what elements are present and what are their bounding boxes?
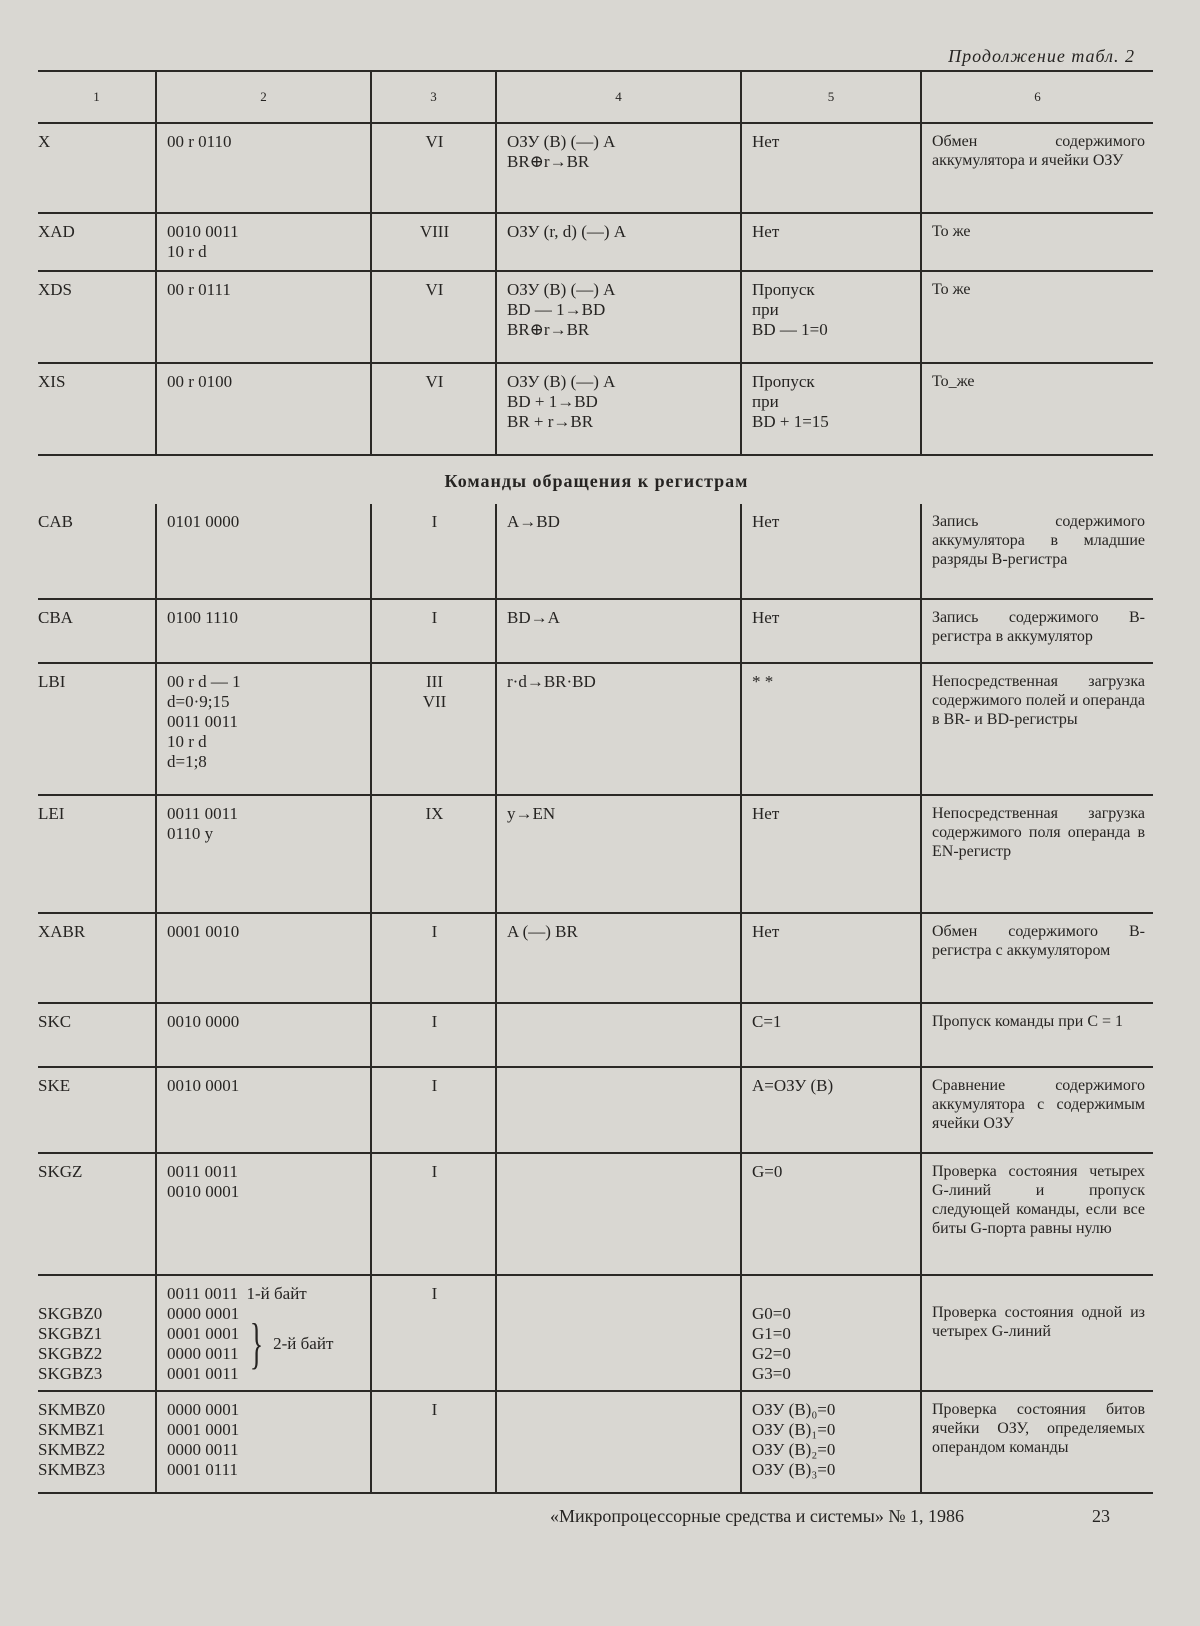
- instruction-code: [156, 1153, 371, 1275]
- mnemonic: SKMBZ1: [38, 1420, 106, 1439]
- instruction-skip-condition-line: Нет: [752, 512, 780, 531]
- instruction-mnemonic: LEI: [38, 795, 156, 913]
- instruction-operation: [496, 271, 741, 363]
- instruction-skip-condition-line: Нет: [752, 132, 780, 151]
- instruction-code: 0001 0111: [167, 1460, 238, 1479]
- instruction-codes: [156, 1391, 371, 1493]
- table-row: [38, 795, 1153, 913]
- instruction-operation: [496, 1391, 741, 1493]
- instruction-code-line: 0010 0001: [167, 1182, 240, 1201]
- instruction-type-line: IX: [425, 804, 444, 823]
- table-row: [38, 213, 1153, 271]
- instruction-operation-line: y→EN: [507, 804, 556, 823]
- instruction-code-line: 0110 y: [167, 824, 214, 843]
- instruction-code-line: 00 r 0111: [167, 280, 231, 299]
- skip-condition: G3=0: [752, 1364, 791, 1383]
- instruction-code-line: 10 r d: [167, 242, 207, 261]
- instruction-operation: [496, 363, 741, 455]
- instruction-operation: [496, 504, 741, 599]
- instruction-type: [371, 663, 496, 795]
- instruction-type-line: I: [431, 512, 438, 531]
- instruction-code: [156, 271, 371, 363]
- instruction-skip-condition: [741, 1391, 921, 1493]
- first-byte-label: 1-й байт: [246, 1284, 307, 1303]
- instruction-operation: [496, 1275, 741, 1391]
- instruction-code-line: 0010 0000: [167, 1012, 240, 1031]
- instruction-code: [156, 213, 371, 271]
- instruction-code: 0000 0011: [167, 1440, 239, 1459]
- instruction-type-line: I: [431, 1162, 438, 1181]
- instruction-operation-line: BR + r→BR: [507, 412, 594, 431]
- skip-condition: G1=0: [752, 1324, 791, 1343]
- second-byte-code: 0000 0011: [167, 1344, 239, 1363]
- second-byte-label: 2-й байт: [273, 1334, 334, 1353]
- instruction-description: Проверка состояния четырех G-линий и пропуск следующей команды, если все биты G-порта равны нулю: [921, 1153, 1153, 1275]
- table-row: [38, 504, 1153, 599]
- column-header: 3: [371, 71, 496, 123]
- instruction-mnemonic: XIS: [38, 363, 156, 455]
- instruction-type: [371, 213, 496, 271]
- instruction-code-line: 0011 0011: [167, 712, 238, 731]
- table-row-skmbz: [38, 1391, 1153, 1493]
- instruction-description: Обмен содержимого аккумулятора и ячейки ОЗУ: [921, 123, 1153, 213]
- instruction-operation-line: ОЗУ (В) (—) А: [507, 280, 616, 299]
- skip-condition: ОЗУ (В)₁=0: [752, 1420, 836, 1439]
- instruction-description: Запись содержимого В-регистра в аккумулятор: [921, 599, 1153, 663]
- instruction-description: Проверка состояния битов ячейки ОЗУ, определяемых операндом команды: [921, 1391, 1153, 1493]
- instruction-table: [38, 70, 1153, 1494]
- instruction-skip-condition-line: BD + 1=15: [752, 412, 829, 431]
- instruction-code: [156, 1003, 371, 1067]
- instruction-operation-line: BR⊕r→BR: [507, 152, 590, 171]
- instruction-code-line: 0010 0011: [167, 222, 239, 241]
- instruction-skip-condition-line: Пропуск: [752, 280, 815, 299]
- instruction-skip-condition: [741, 271, 921, 363]
- first-byte-code: 0011 0011: [167, 1284, 238, 1303]
- instruction-description: Сравнение содержимого аккумулятора с содержимым ячейки ОЗУ: [921, 1067, 1153, 1153]
- instruction-type: [371, 795, 496, 913]
- instruction-code-line: 0100 1110: [167, 608, 238, 627]
- instruction-operation-line: ОЗУ (В) (—) А: [507, 132, 616, 151]
- instruction-skip-condition-line: Пропуск: [752, 372, 815, 391]
- mnemonic: SKMBZ2: [38, 1440, 106, 1459]
- instruction-code-line: 00 r 0110: [167, 132, 232, 151]
- instruction-type: [371, 363, 496, 455]
- table-row: [38, 1153, 1153, 1275]
- instruction-type: [371, 1153, 496, 1275]
- instruction-description: Обмен содержимого В-регистра с аккумулятором: [921, 913, 1153, 1003]
- mnemonic: SKMBZ0: [38, 1400, 106, 1419]
- page-footer: [550, 1506, 1110, 1527]
- instruction-description: Пропуск команды при C = 1: [921, 1003, 1153, 1067]
- instruction-skip-condition-line: A=ОЗУ (В): [752, 1076, 834, 1095]
- instruction-type-line: VIII: [419, 222, 450, 241]
- instruction-skip-condition-line: Нет: [752, 222, 780, 241]
- instruction-operation: [496, 1153, 741, 1275]
- column-header: 4: [496, 71, 741, 123]
- instruction-type-line: VI: [425, 132, 444, 151]
- group1-rows: [38, 123, 1153, 455]
- instruction-code-line: 00 r d — 1: [167, 672, 241, 691]
- instruction-code-line: 0010 0001: [167, 1076, 240, 1095]
- instruction-type: [371, 599, 496, 663]
- instruction-mnemonics: [38, 1275, 156, 1391]
- instruction-code: [156, 363, 371, 455]
- instruction-type: I: [371, 1275, 496, 1391]
- instruction-type-line: VII: [422, 692, 447, 711]
- instruction-code: [156, 1067, 371, 1153]
- instruction-operation-line: BD→A: [507, 608, 560, 627]
- instruction-code-line: 0101 0000: [167, 512, 240, 531]
- table-row: [38, 663, 1153, 795]
- instruction-code: [156, 504, 371, 599]
- instruction-operation-line: BD + 1→BD: [507, 392, 598, 411]
- second-byte-code: 0001 0011: [167, 1364, 239, 1383]
- instruction-skip-condition: [741, 123, 921, 213]
- instruction-operation-line: ОЗУ (r, d) (—) А: [507, 222, 627, 241]
- instruction-code: [156, 663, 371, 795]
- instruction-operation-line: ОЗУ (В) (—) А: [507, 372, 616, 391]
- instruction-code: [156, 795, 371, 913]
- instruction-operation-line: r·d→BR·BD: [507, 672, 596, 691]
- instruction-description: Запись содержимого аккумулятора в младшие разряды В-регистра: [921, 504, 1153, 599]
- instruction-code: [156, 123, 371, 213]
- table-row: [38, 599, 1153, 663]
- instruction-type-line: I: [431, 608, 438, 627]
- instruction-code-line: d=1;8: [167, 752, 207, 771]
- instruction-operation: [496, 599, 741, 663]
- instruction-mnemonic: XABR: [38, 913, 156, 1003]
- table-row: [38, 271, 1153, 363]
- table-header-row: [38, 71, 1153, 123]
- column-header: 6: [921, 71, 1153, 123]
- instruction-mnemonic: SKGZ: [38, 1153, 156, 1275]
- table-row: [38, 1003, 1153, 1067]
- skip-condition: G2=0: [752, 1344, 791, 1363]
- instruction-mnemonic: LBI: [38, 663, 156, 795]
- instruction-code: 0000 0001: [167, 1400, 240, 1419]
- instruction-type: [371, 271, 496, 363]
- instruction-skip-condition: [741, 599, 921, 663]
- mnemonic: SKGBZ0: [38, 1304, 103, 1323]
- instruction-type: I: [371, 1391, 496, 1493]
- instruction-mnemonic: SKC: [38, 1003, 156, 1067]
- instruction-description: То_же: [921, 363, 1153, 455]
- instruction-skip-condition: [741, 1275, 921, 1391]
- instruction-operation: [496, 795, 741, 913]
- instruction-type-line: I: [431, 922, 438, 941]
- instruction-skip-condition: [741, 213, 921, 271]
- table-row: [38, 363, 1153, 455]
- instruction-code-line: 10 r d: [167, 732, 207, 751]
- table-row: [38, 913, 1153, 1003]
- instruction-type-line: III: [426, 672, 443, 691]
- journal-citation: «Микропроцессорные средства и системы» № 1, 1986: [550, 1506, 965, 1526]
- mnemonic: SKGBZ3: [38, 1364, 103, 1383]
- instruction-mnemonic: CBA: [38, 599, 156, 663]
- table-continuation-note: Продолжение табл. 2: [948, 46, 1135, 66]
- instruction-code-line: 0011 0011: [167, 804, 238, 823]
- instruction-skip-condition-line: Нет: [752, 922, 780, 941]
- instruction-skip-condition: [741, 363, 921, 455]
- skip-condition: ОЗУ (В)₀=0: [752, 1400, 836, 1419]
- column-header: 1: [38, 71, 156, 123]
- instruction-operation-line: A→BD: [507, 512, 560, 531]
- skip-condition: ОЗУ (В)₃=0: [752, 1460, 836, 1479]
- instruction-description: Непосредственная загрузка содержимого полей и операнда в BR- и BD-регистры: [921, 663, 1153, 795]
- instruction-skip-condition-line: при: [752, 392, 779, 411]
- mnemonic: SKGBZ2: [38, 1344, 103, 1363]
- instruction-mnemonic: XAD: [38, 213, 156, 271]
- column-header: 2: [156, 71, 371, 123]
- instruction-description: [921, 1275, 1153, 1391]
- instruction-type: [371, 123, 496, 213]
- instruction-skip-condition: [741, 1153, 921, 1275]
- instruction-description: То же: [921, 213, 1153, 271]
- instruction-type-line: VI: [425, 280, 444, 299]
- instruction-skip-condition-line: Нет: [752, 804, 780, 823]
- instruction-operation: [496, 213, 741, 271]
- instruction-type-line: I: [431, 1012, 438, 1031]
- instruction-code-line: 0001 0010: [167, 922, 240, 941]
- instruction-code-line: 0011 0011: [167, 1162, 238, 1181]
- instruction-code: [156, 599, 371, 663]
- brace-icon: }: [249, 1313, 264, 1375]
- instruction-code: 0001 0001: [167, 1420, 240, 1439]
- instruction-operation: [496, 663, 741, 795]
- description-text: Проверка состояния одной из четырех G-линий: [932, 1304, 1145, 1340]
- skip-condition: ОЗУ (В)₂=0: [752, 1440, 836, 1459]
- instruction-skip-condition-line: * *: [752, 672, 774, 691]
- instruction-description: То же: [921, 271, 1153, 363]
- instruction-mnemonic: SKE: [38, 1067, 156, 1153]
- instruction-code-line: 00 r 0100: [167, 372, 233, 391]
- instruction-code-line: d=0·9;15: [167, 692, 230, 711]
- table-row: [38, 123, 1153, 213]
- second-byte-code: 0001 0001: [167, 1324, 240, 1343]
- instruction-skip-condition: [741, 913, 921, 1003]
- instruction-skip-condition: [741, 1003, 921, 1067]
- instruction-code: [156, 913, 371, 1003]
- instruction-codes: [156, 1275, 371, 1391]
- mnemonic: SKGBZ1: [38, 1324, 103, 1343]
- instruction-skip-condition-line: BD — 1=0: [752, 320, 828, 339]
- instruction-operation: [496, 123, 741, 213]
- instruction-operation-line: BR⊕r→BR: [507, 320, 590, 339]
- instruction-skip-condition-line: C=1: [752, 1012, 782, 1031]
- mnemonic: SKMBZ3: [38, 1460, 106, 1479]
- instruction-type: [371, 1003, 496, 1067]
- instruction-skip-condition-line: Нет: [752, 608, 780, 627]
- instruction-skip-condition: [741, 504, 921, 599]
- instruction-type: [371, 913, 496, 1003]
- instruction-skip-condition: [741, 663, 921, 795]
- table-row-skgbz: [38, 1275, 1153, 1391]
- group2-rows: [38, 504, 1153, 1275]
- instruction-mnemonics: [38, 1391, 156, 1493]
- page-number: 23: [1092, 1506, 1110, 1526]
- instruction-operation-line: BD — 1→BD: [507, 300, 606, 319]
- instruction-type-line: I: [431, 1076, 438, 1095]
- instruction-mnemonic: X: [38, 123, 156, 213]
- column-header: 5: [741, 71, 921, 123]
- instruction-skip-condition: [741, 1067, 921, 1153]
- instruction-type-line: VI: [425, 372, 444, 391]
- instruction-skip-condition: [741, 795, 921, 913]
- instruction-operation: [496, 1003, 741, 1067]
- instruction-operation: [496, 913, 741, 1003]
- instruction-mnemonic: CAB: [38, 504, 156, 599]
- instruction-type: [371, 504, 496, 599]
- instruction-skip-condition-line: G=0: [752, 1162, 783, 1181]
- instruction-mnemonic: XDS: [38, 271, 156, 363]
- instruction-type: [371, 1067, 496, 1153]
- section-title: Команды обращения к регистрам: [444, 471, 749, 491]
- section-row: [38, 455, 1153, 504]
- table-row: [38, 1067, 1153, 1153]
- instruction-skip-condition-line: при: [752, 300, 779, 319]
- instruction-operation: [496, 1067, 741, 1153]
- second-byte-code: 0000 0001: [167, 1304, 240, 1323]
- instruction-operation-line: A (—) BR: [507, 922, 578, 941]
- instruction-description: Непосредственная загрузка содержимого поля операнда в EN-регистр: [921, 795, 1153, 913]
- skip-condition: G0=0: [752, 1304, 791, 1323]
